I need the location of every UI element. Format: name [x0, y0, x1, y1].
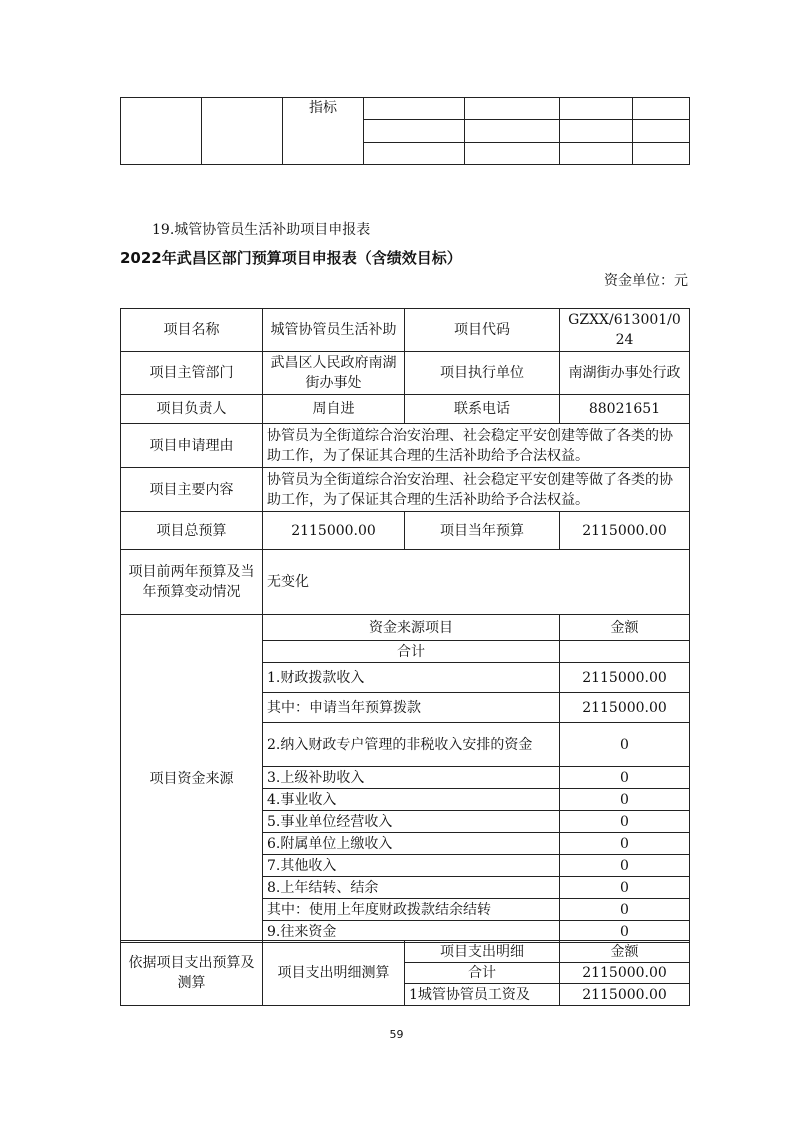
expense-estimate-table	[120, 940, 690, 1006]
funding-item-name: 2.纳入财政专户管理的非税收入安排的资金	[263, 723, 560, 767]
funding-header-item: 资金来源项目	[263, 615, 560, 641]
project-code-value: GZXX/613001/024	[560, 309, 690, 352]
funding-item-name: 8.上年结转、结余	[263, 877, 560, 899]
funding-item-name: 1.财政拨款收入	[263, 663, 560, 693]
funding-item-amount: 0	[560, 789, 690, 811]
funding-item-amount: 0	[560, 767, 690, 789]
funding-item-amount: 0	[560, 833, 690, 855]
project-code-label: 项目代码	[405, 309, 560, 352]
top-cell	[465, 98, 560, 120]
top-cell	[633, 142, 690, 164]
funding-item-amount: 0	[560, 921, 690, 943]
dept-label: 项目主管部门	[121, 352, 263, 395]
content-label: 项目主要内容	[121, 468, 263, 512]
budget-change-label: 项目前两年预算及当年预算变动情况	[121, 550, 263, 615]
project-name-label: 项目名称	[121, 309, 263, 352]
page-number: 59	[389, 1028, 404, 1041]
exec-unit-value: 南湖街办事处行政	[560, 352, 690, 395]
funding-item-amount: 0	[560, 877, 690, 899]
funding-item-amount: 2115000.00	[560, 693, 690, 723]
indicator-label: 指标	[283, 98, 364, 165]
top-cell	[560, 120, 633, 142]
expense-item-name: 1城管协管员工资及	[405, 984, 560, 1006]
year-budget-value: 2115000.00	[560, 512, 690, 550]
top-cell-empty-2	[202, 98, 283, 165]
funding-item-name: 4.事业收入	[263, 789, 560, 811]
funding-header-amount: 金额	[560, 615, 690, 641]
funding-item-name: 3.上级补助收入	[263, 767, 560, 789]
funding-item-amount: 0	[560, 899, 690, 921]
top-cell	[633, 98, 690, 120]
expense-header-detail: 项目支出明细	[405, 941, 560, 963]
funding-total-amount	[560, 641, 690, 663]
expense-total-amount: 2115000.00	[560, 963, 690, 984]
project-name-value: 城管协管员生活补助	[263, 309, 405, 352]
funding-source-table	[120, 614, 690, 943]
funding-source-label: 项目资金来源	[121, 615, 263, 943]
top-cell	[560, 142, 633, 164]
reason-value: 协管员为全街道综合治安治理、社会稳定平安创建等做了各类的协助工作，为了保证其合理的生活补助给予合法权益。	[263, 424, 690, 468]
expense-detail-calc-label: 项目支出明细测算	[263, 941, 405, 1006]
total-budget-value: 2115000.00	[263, 512, 405, 550]
top-cell	[465, 142, 560, 164]
leader-label: 项目负责人	[121, 395, 263, 424]
document-title: 2022年武昌区部门预算项目申报表（含绩效目标）	[120, 249, 462, 267]
total-budget-label: 项目总预算	[121, 512, 263, 550]
exec-unit-label: 项目执行单位	[405, 352, 560, 395]
top-indicator-table	[120, 97, 690, 165]
funding-item-name: 其中：申请当年预算拨款	[263, 693, 560, 723]
top-cell-empty-1	[121, 98, 202, 165]
top-cell	[560, 98, 633, 120]
funding-total-label: 合计	[263, 641, 560, 663]
phone-value: 88021651	[560, 395, 690, 424]
funding-item-name: 9.往来资金	[263, 921, 560, 943]
currency-unit: 资金单位：元	[604, 273, 688, 289]
top-cell	[465, 120, 560, 142]
funding-item-name: 其中：使用上年度财政拨款结余结转	[263, 899, 560, 921]
top-cell	[364, 142, 465, 164]
project-application-table	[120, 308, 690, 615]
expense-basis-label: 依据项目支出预算及测算	[121, 941, 263, 1006]
budget-change-value: 无变化	[263, 550, 690, 615]
funding-item-amount: 0	[560, 855, 690, 877]
expense-item-amount: 2115000.00	[560, 984, 690, 1006]
expense-header-amount: 金额	[560, 941, 690, 963]
funding-item-name: 5.事业单位经营收入	[263, 811, 560, 833]
content-value: 协管员为全街道综合治安治理、社会稳定平安创建等做了各类的协助工作，为了保证其合理的生活补助给予合法权益。	[263, 468, 690, 512]
top-cell	[364, 120, 465, 142]
expense-total-label: 合计	[405, 963, 560, 984]
section-title: 19.城管协管员生活补助项目申报表	[152, 222, 371, 238]
top-cell	[633, 120, 690, 142]
funding-item-amount: 2115000.00	[560, 663, 690, 693]
funding-item-amount: 0	[560, 723, 690, 767]
year-budget-label: 项目当年预算	[405, 512, 560, 550]
leader-value: 周自进	[263, 395, 405, 424]
funding-item-name: 6.附属单位上缴收入	[263, 833, 560, 855]
top-cell	[364, 98, 465, 120]
funding-item-amount: 0	[560, 811, 690, 833]
funding-item-name: 7.其他收入	[263, 855, 560, 877]
phone-label: 联系电话	[405, 395, 560, 424]
dept-value: 武昌区人民政府南湖街办事处	[263, 352, 405, 395]
reason-label: 项目申请理由	[121, 424, 263, 468]
